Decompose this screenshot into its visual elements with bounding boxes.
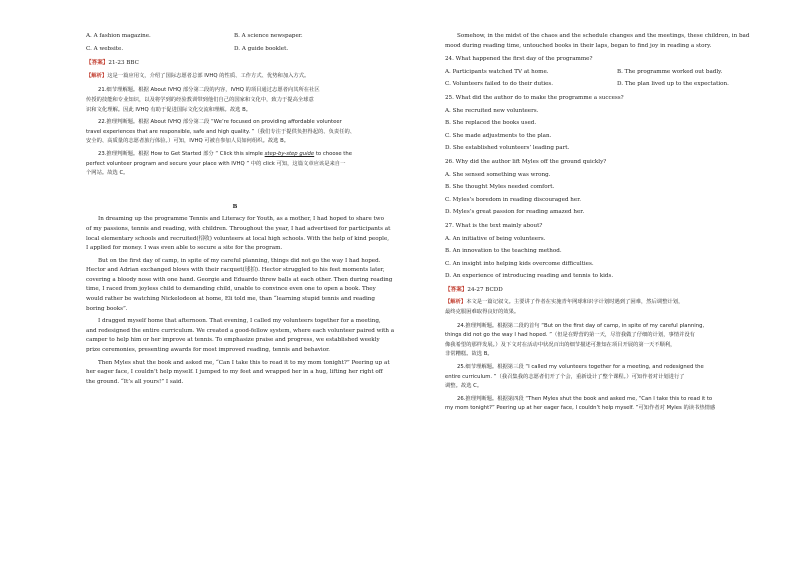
option-d: D. An experience of introducing reading and tennis to kids. <box>445 273 614 280</box>
guide-link-text: step-by-step guide <box>264 150 315 157</box>
option-b: B. She replaced the books used. <box>445 120 537 127</box>
option-d: D. She established volunteers’ leading part. <box>445 145 570 152</box>
options-ab <box>86 32 384 42</box>
question-27 <box>445 222 775 282</box>
option-d: D. The plan lived up to the expectation. <box>617 81 729 88</box>
explanation-22: 22.推理判断题。根据 About IVHQ 部分第二段 “We’re focused on providing affordable volunteer travel experiences that are responsible, safe and high quality. ”（我们专注于提供负担得起的、负责任的、 安全的、高质量的志愿者旅行体验。）可知，IVHQ 可被自参加人员如何组织。故选 B。 <box>86 119 356 145</box>
question-24 <box>445 55 775 90</box>
answer-line: 【答案】21-23 BBC <box>86 60 139 67</box>
option-a: A. An initiative of being volunteers. <box>445 235 546 242</box>
option-b: B. She thought Myles needed comfort. <box>445 184 555 191</box>
passage-conclusion: Somehow, in the midst of the chaos and the schedule changes and the meetings, these children, in bad <box>457 33 750 39</box>
option-c: C. Myles’s boredom in reading discouraged her. <box>445 196 582 203</box>
explanation-24: 24.推理判断题。根据第二段的首句 “But on the first day of camp, in spite of my careful planning, things did not go the way I had hoped. ”（但是在野营的第一天，尽管我做了仔细的计划，事情并没有 像我希望的那样发展。）及下文对在活动中状况百出的细节描述可推知在项目开展的第一天不顺利， 非常糟糕。故选 B。 <box>445 322 705 358</box>
option-a: A. Participants watched TV at home. <box>445 68 549 75</box>
options-cd <box>86 45 384 55</box>
option-c: C. Volunteers failed to do their duties. <box>445 81 554 88</box>
option-a: A. A fashion magazine. <box>86 33 151 39</box>
answer-line: 【答案】24-27 BCDD <box>445 286 503 293</box>
answer-value: 24-27 BCDD <box>467 286 503 293</box>
option-b: B. An innovation to the teaching method. <box>445 248 562 255</box>
explanation-25: 25.细节理解题。根据第三段 “I called my volunteers together for a meeting, and redesigned the entire curriculum. ”（我召集我的志愿者们开了个会，重新设计了整个课程。）可知作者对计划进行了 调整。故选 C。 <box>445 364 704 390</box>
passage-b: In dreaming up the programme Tennis and Literacy for Youth, as a mother, I had hoped to share two of my passions, tennis and reading, with children. Throughout the year, I had advertised for participants at local elementary schools and recruited(招收) volunteers at local high schools. With the help of kind people, I applied for money. I was even able to secure a site for the program. But on the first day of camp, in spite of my careful planning, things did not go the way I had hoped. Hector and Adrian exchanged blows with their racquet(球拍). Hector struggled to his feet moments later, covering a bloody nose with one hand. Georgie and Eduardo threw balls at each other. Then during reading time, I raced from joyless child to demanding child, unable to convince even one to open a book. They would rather be watching Nickelodeon at home, Eli told me, than “learning stupid tennis and reading boring books”. I dragged myself home that afternoon. That evening, I called my volunteers together for a meeting, and redesigned the entire curriculum. We created a good-fellow system, where each volunteer paired with a camper to help him or her improve at tennis. To emphasize praise and progress, we established weekly prize ceremonies, presenting awards for most improved reading, tennis and behavior. Then Myles shut the book and asked me, “Can I take this to read it to my mom tonight?” Peering up at her eager face, I couldn’t help myself. I jumped to my feet and wrapped her in a hug, lifting her right off the ground. “It’s all yours!” I said. <box>86 216 395 385</box>
analysis-block: 【解析】本文是一篇记叙文。主要讲了作者在实施青年网球和识字计划时遇到了困难，然后调整计划， 最终克服困难取得良好的效果。 <box>445 299 684 316</box>
right-column: Somehow, in the midst of the chaos and the schedule changes and the meetings, these children, in bad mood during reading time, untouched books in their laps, began to find joy in reading a story. 24. What happened the first day of the programme? A. Participants watched TV at home. B. The programme worked out badly. C. Volunteers failed to do their duties. D. The plan lived up to the expectation. 25. What did the author do to make the programme a success? A. She recruited new volunteers. B. She replaced the books used. C. She made adjustments to the plan. D. She established volunteers’ leading part. 26. Why did the author lift Myles off the ground quickly? A. She sensed something was wrong. B. She thought Myles needed comfort. C. Myles’s boredom in reading discouraged her. D. Myles’s great passion for reading amazed her. 27. What is the text mainly about? A. An initiative of being volunteers. B. An innovation to the teaching method. C. An insight into helping kids overcome difficulties. D. An experience of introducing reading and tennis to kids. 【答案】24-27 BCDD 【解析】本文是一篇记叙文。主要讲了作者在实施青年网球和识字计划时遇到了困难，然后调整计划， 最终克服困难取得良好的效果。 24.推理判断题。根据第二段的首句 “But on the first day of camp, in spite of my careful planning, things did not go the way I had hoped. ”（但是在野营的第一天，尽管我做了仔细的计划，事情并没有 像我希望的那样发展。）及下文对在活动中状况百出的细节描述可推知在项目开展的第一天不顺利， 非常糟糕。故选 B。 25.细节理解题。根据第三段 “I called my volunteers together for a meeting, and redesigned the entire curriculum. ”（我召集我的志愿者们开了个会，重新设计了整个课程。）可知作者对计划进行了 调整。故选 C。 26.推理判断题。根据第四段 “Then Myles shut the book and asked me, “Can I take this to read it to my mom tonight?” Peering up at her eager face, I couldn’t help myself. ”可知作者对 Myles 的读书热情感 <box>445 0 775 414</box>
option-d: D. Myles’s great passion for reading amazed her. <box>445 209 585 216</box>
explanation-23: 23.推理判断题。根据 How to Get Started 部分 “ Click this simple step-by-step guide to choose the perfect volunteer program and secure your place with IVHQ ” 中的 click 可知，这篇文章应该是来自一 个网站。故选 C。 <box>86 150 353 177</box>
option-c: C. She made adjustments to the plan. <box>445 132 552 139</box>
option-c: C. A website. <box>86 45 124 52</box>
option-d: D. A guide booklet. <box>234 45 289 52</box>
question-26 <box>445 158 775 218</box>
left-column <box>86 0 395 387</box>
explanation-21: 21.细节理解题。根据 About IVHQ 部分第二段的内容，IVHQ 的项目通过志愿者向其所在社区 传授的技能和专业知识，以及将学到的经验教训带到他们自己的国家和文化中，致力于提高全球意 识和文化理解。因此 IVHQ 有助于促进国际文化交流和理解。故选 B。 <box>86 87 320 113</box>
question-stem: 27. What is the text mainly about? <box>445 222 543 229</box>
answer-value: 21-23 BBC <box>108 60 139 67</box>
question-stem: 26. Why did the author lift Myles off the ground quickly? <box>445 158 607 165</box>
question-25 <box>445 94 775 154</box>
section-heading: B <box>232 203 238 210</box>
analysis-line: 【解析】这是一篇应用文，介绍了国际志愿者总部 IVHQ 的性质、工作方式、优势和加入方式。 <box>86 72 310 79</box>
question-stem: 25. What did the author do to make the programme a success? <box>445 94 624 101</box>
option-c: C. An insight into helping kids overcome difficulties. <box>445 260 594 267</box>
option-a: A. She sensed something was wrong. <box>445 171 551 178</box>
option-b: B. The programme worked out badly. <box>617 68 723 75</box>
question-stem: 24. What happened the first day of the programme? <box>445 56 593 63</box>
explanation-26: 26.推理判断题。根据第四段 “Then Myles shut the book and asked me, “Can I take this to read it to my mom tonight?” Peering up at her eager face, I couldn’t help myself. ”可知作者对 Myles 的读书热情感 <box>445 395 716 412</box>
option-a: A. She recruited new volunteers. <box>445 107 539 114</box>
option-b: B. A science newspaper. <box>234 33 303 39</box>
